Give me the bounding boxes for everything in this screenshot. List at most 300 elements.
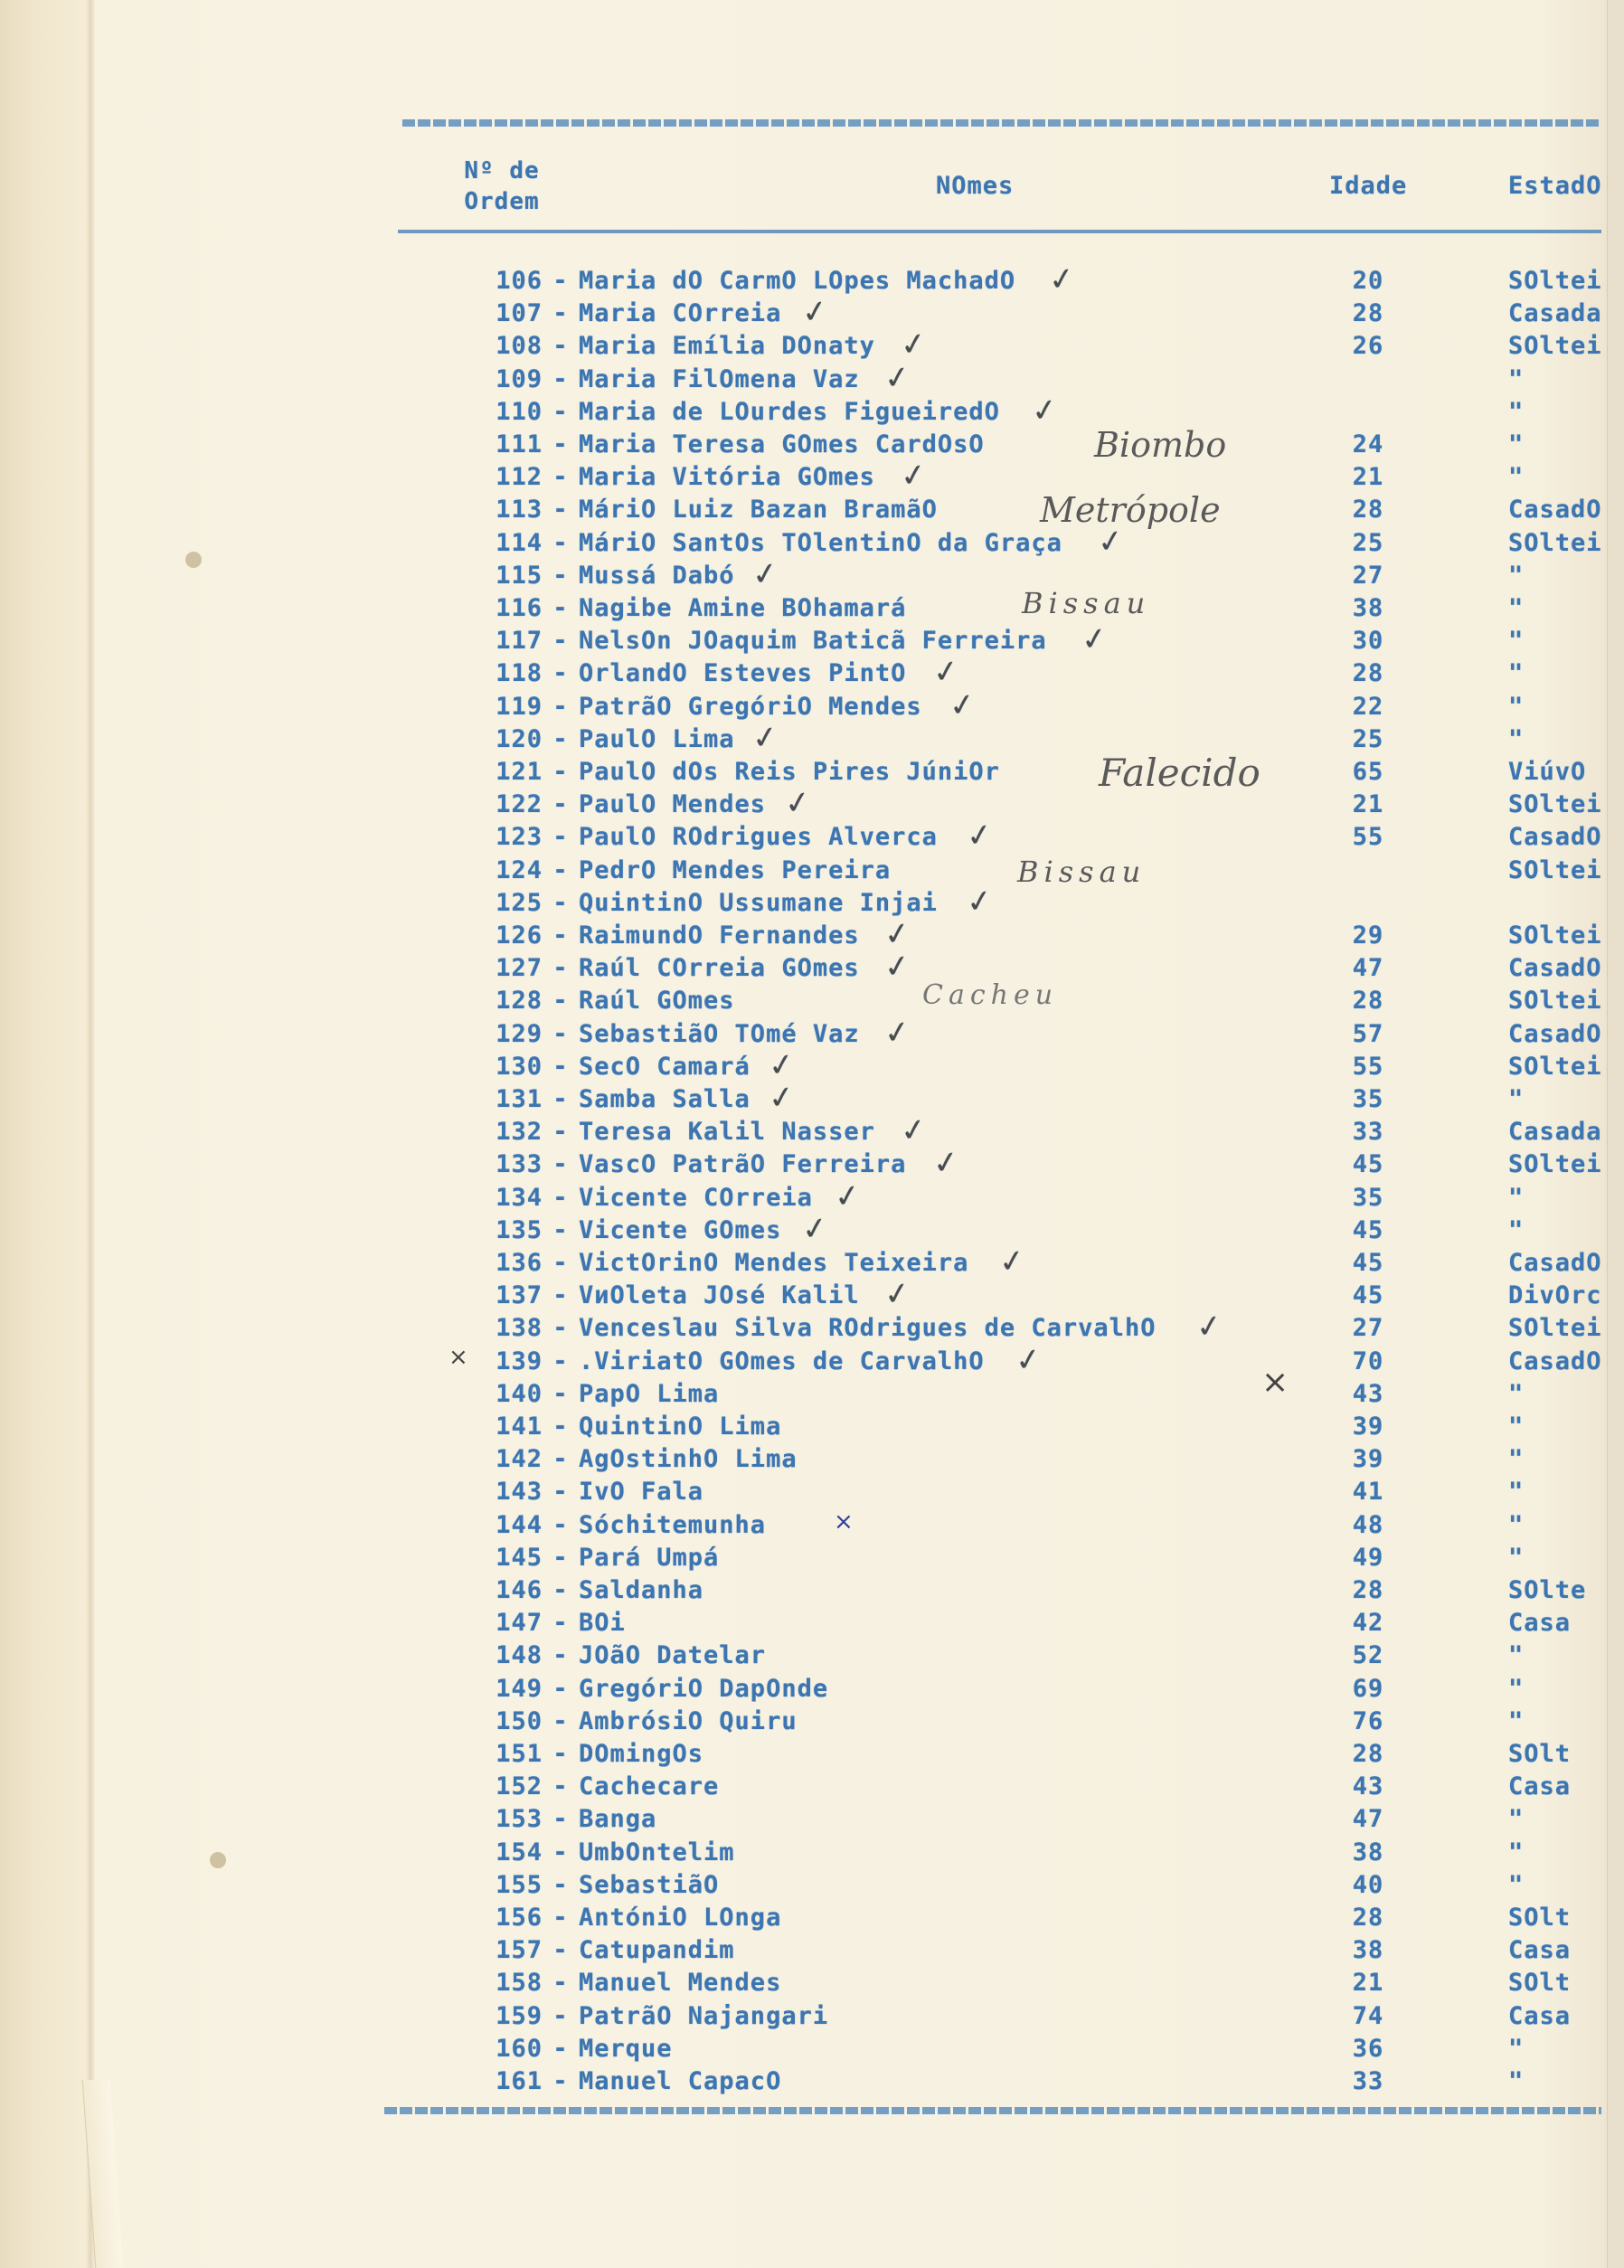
row-name: Mussá Dabó <box>579 561 735 590</box>
table-row <box>0 1307 1624 1347</box>
row-name: SebastiãO TOmé Vaz <box>579 1019 860 1048</box>
row-number: 131 <box>496 1085 543 1113</box>
table-row <box>0 1208 1624 1249</box>
row-dash: - <box>552 1118 569 1147</box>
row-age: 47 <box>1352 954 1384 983</box>
row-name: PedrO Mendes Pereira <box>579 855 892 884</box>
row-age: 27 <box>1352 561 1384 590</box>
row-name: Teresa Kalil Nasser <box>579 1118 875 1147</box>
check-mark-icon: ✓ <box>750 553 782 594</box>
row-dash: - <box>552 430 569 458</box>
row-marital-state: " <box>1508 1510 1525 1539</box>
row-number: 145 <box>496 1543 543 1572</box>
check-mark-icon: ✓ <box>1013 1339 1045 1380</box>
row-number: 147 <box>496 1609 543 1638</box>
row-marital-state: " <box>1508 1085 1525 1113</box>
row-number: 133 <box>496 1150 543 1179</box>
row-name: .ViriatO GOmes de CarvalhO <box>579 1347 985 1375</box>
row-dash: - <box>552 659 569 688</box>
row-marital-state: " <box>1508 1870 1525 1899</box>
row-name: NelsOn JOaquim Baticã Ferreira <box>579 627 1047 656</box>
row-marital-state: SOlt <box>1508 1904 1572 1932</box>
row-number: 155 <box>496 1870 543 1899</box>
row-name: Maria Vitória GOmes <box>579 463 875 492</box>
table-row <box>0 1143 1624 1184</box>
row-marital-state: SOltei <box>1508 855 1602 884</box>
row-age: 28 <box>1352 987 1384 1016</box>
row-number: 159 <box>496 2001 543 2030</box>
row-number: 127 <box>496 954 543 983</box>
table-row <box>0 430 1624 463</box>
row-dash: - <box>552 758 569 786</box>
row-age: 28 <box>1352 299 1384 328</box>
row-dash: - <box>552 594 569 622</box>
row-marital-state: SOltei <box>1508 332 1602 361</box>
row-marital-state: SOltei <box>1508 790 1602 819</box>
row-age: 70 <box>1352 1347 1384 1375</box>
column-header-age: Idade <box>1329 172 1408 200</box>
row-name: QuintinO Lima <box>579 1413 782 1441</box>
row-dash: - <box>552 823 569 852</box>
row-marital-state: SOltei <box>1508 1052 1602 1081</box>
row-number: 115 <box>496 561 543 590</box>
table-row <box>0 1805 1624 1838</box>
row-number: 135 <box>496 1215 543 1244</box>
table-row <box>0 1740 1624 1772</box>
row-name: Maria COrreia <box>579 299 782 328</box>
row-name: Maria Teresa GOmes CardOsO <box>579 430 985 458</box>
row-number: 122 <box>496 790 543 819</box>
row-dash: - <box>552 528 569 557</box>
row-name: Raúl COrreia GOmes <box>579 954 860 983</box>
table-row <box>0 1904 1624 1936</box>
check-mark-icon: ✓ <box>947 685 979 725</box>
row-age: 55 <box>1352 823 1384 852</box>
row-number: 156 <box>496 1904 543 1932</box>
top-dashed-rule <box>402 119 1601 127</box>
row-number: 139 <box>496 1347 543 1375</box>
row-marital-state: " <box>1508 1445 1525 1474</box>
row-name: Raúl GOmes <box>579 987 735 1016</box>
table-row <box>0 1641 1624 1674</box>
row-name: AmbrósiO Quiru <box>579 1706 798 1735</box>
column-header-state: EstadO <box>1508 172 1602 200</box>
row-dash: - <box>552 267 569 295</box>
row-number: 123 <box>496 823 543 852</box>
check-mark-icon: ✓ <box>1045 260 1078 299</box>
table-row <box>0 1936 1624 1969</box>
row-dash: - <box>552 1379 569 1408</box>
check-mark-icon: ✓ <box>881 357 913 398</box>
column-header-names: NOmes <box>936 172 1015 200</box>
table-row <box>0 947 1624 988</box>
row-marital-state: " <box>1508 1379 1525 1408</box>
row-marital-state: Casa <box>1508 2001 1572 2030</box>
row-marital-state: " <box>1508 1183 1525 1212</box>
row-number: 129 <box>496 1019 543 1048</box>
row-marital-state: Casada <box>1508 1118 1602 1147</box>
check-mark-icon: ✓ <box>1194 1307 1226 1347</box>
row-number: 118 <box>496 659 543 688</box>
table-row <box>0 914 1624 954</box>
row-dash: - <box>552 790 569 819</box>
row-marital-state: " <box>1508 2067 1525 2095</box>
row-number: 154 <box>496 1838 543 1866</box>
table-row <box>0 2002 1624 2035</box>
row-dash: - <box>552 627 569 656</box>
row-dash: - <box>552 2067 569 2095</box>
row-number: 143 <box>496 1478 543 1507</box>
check-mark-icon: ✓ <box>881 914 913 954</box>
row-number: 120 <box>496 724 543 753</box>
row-dash: - <box>552 1543 569 1572</box>
table-row <box>0 652 1624 693</box>
table-row <box>0 1609 1624 1641</box>
row-age: 45 <box>1352 1281 1384 1310</box>
row-dash: - <box>552 1706 569 1735</box>
row-number: 128 <box>496 987 543 1016</box>
row-marital-state: Casa <box>1508 1936 1572 1965</box>
row-marital-state: SOltei <box>1508 1314 1602 1343</box>
row-number: 137 <box>496 1281 543 1310</box>
row-marital-state: CasadO <box>1508 1019 1602 1048</box>
row-dash: - <box>552 397 569 426</box>
row-marital-state: " <box>1508 1706 1525 1735</box>
row-name: Maria FilOmena Vaz <box>579 364 860 393</box>
row-name: SecO Camará <box>579 1052 751 1081</box>
table-row <box>0 456 1624 496</box>
row-dash: - <box>552 692 569 721</box>
column-header-order <box>457 156 547 217</box>
check-mark-icon: ✓ <box>832 1176 864 1216</box>
row-name: IvO Fala <box>579 1478 704 1507</box>
row-marital-state: CasadO <box>1508 1347 1602 1375</box>
row-age: 25 <box>1352 528 1384 557</box>
row-name: Banga <box>579 1805 657 1834</box>
blue-x-mark: × <box>834 1508 854 1536</box>
row-age: 65 <box>1352 758 1384 786</box>
row-dash: - <box>552 1281 569 1310</box>
table-row <box>0 685 1624 725</box>
row-marital-state: SOlte <box>1508 1576 1587 1604</box>
row-marital-state: CasadO <box>1508 823 1602 852</box>
row-dash: - <box>552 1215 569 1244</box>
row-number: 150 <box>496 1706 543 1735</box>
row-marital-state: " <box>1508 430 1525 458</box>
row-number: 116 <box>496 594 543 622</box>
table-row <box>0 1772 1624 1805</box>
table-row <box>0 987 1624 1019</box>
row-marital-state: " <box>1508 1838 1525 1866</box>
row-number: 109 <box>496 364 543 393</box>
row-age: 41 <box>1352 1478 1384 1507</box>
row-dash: - <box>552 2034 569 2063</box>
handwritten-biombo: Biombo <box>1094 425 1227 465</box>
check-mark-icon: ✓ <box>881 1012 913 1053</box>
table-row <box>0 856 1624 889</box>
row-name: Merque <box>579 2034 673 2063</box>
row-age: 36 <box>1352 2034 1384 2063</box>
table-row <box>0 1339 1624 1380</box>
table-row <box>0 1511 1624 1544</box>
row-marital-state: " <box>1508 692 1525 721</box>
row-name: PatrãO Najangari <box>579 2001 829 2030</box>
row-marital-state: " <box>1508 1478 1525 1507</box>
row-age: 69 <box>1352 1674 1384 1703</box>
row-marital-state: " <box>1508 627 1525 656</box>
row-age: 21 <box>1352 1969 1384 1998</box>
check-mark-icon: ✓ <box>750 717 782 758</box>
row-age: 38 <box>1352 1936 1384 1965</box>
table-row <box>0 758 1624 790</box>
table-row <box>0 717 1624 758</box>
row-age: 24 <box>1352 430 1384 458</box>
table-row <box>0 1110 1624 1151</box>
row-dash: - <box>552 1183 569 1212</box>
row-marital-state: Casa <box>1508 1772 1572 1801</box>
row-name: AntóniO LOnga <box>579 1904 782 1932</box>
row-marital-state: " <box>1508 724 1525 753</box>
row-number: 142 <box>496 1445 543 1474</box>
row-marital-state: " <box>1508 2034 1525 2063</box>
row-name: GregóriO DapOnde <box>579 1674 829 1703</box>
check-mark-icon: ✓ <box>898 456 930 496</box>
table-row <box>0 2067 1624 2100</box>
row-marital-state: " <box>1508 364 1525 393</box>
row-number: 136 <box>496 1249 543 1277</box>
row-age: 30 <box>1352 627 1384 656</box>
row-number: 149 <box>496 1674 543 1703</box>
row-age: 45 <box>1352 1249 1384 1277</box>
table-row <box>0 1969 1624 2001</box>
row-number: 152 <box>496 1772 543 1801</box>
row-age: 47 <box>1352 1805 1384 1834</box>
margin-x-mark: × <box>448 1344 468 1371</box>
row-age: 28 <box>1352 496 1384 524</box>
row-number: 157 <box>496 1936 543 1965</box>
row-name: AgOstinhO Lima <box>579 1445 798 1474</box>
row-name: JOãO Datelar <box>579 1641 767 1670</box>
table-row <box>0 1445 1624 1478</box>
row-number: 112 <box>496 463 543 492</box>
row-number: 119 <box>496 692 543 721</box>
row-age: 29 <box>1352 921 1384 950</box>
row-number: 141 <box>496 1413 543 1441</box>
row-number: 125 <box>496 888 543 917</box>
row-age: 20 <box>1352 267 1384 295</box>
row-age: 22 <box>1352 692 1384 721</box>
check-mark-icon: ✓ <box>930 1143 963 1184</box>
row-marital-state: DivOrc <box>1508 1281 1602 1310</box>
row-number: 121 <box>496 758 543 786</box>
row-dash: - <box>552 1445 569 1474</box>
row-dash: - <box>552 496 569 524</box>
row-dash: - <box>552 1969 569 1998</box>
row-number: 111 <box>496 430 543 458</box>
row-name: PapO Lima <box>579 1379 720 1408</box>
column-header-order-line2: Ordem <box>464 188 540 215</box>
row-name: Maria dO CarmO LOpes MachadO <box>579 267 1016 295</box>
row-marital-state: SOlt <box>1508 1740 1572 1768</box>
row-number: 160 <box>496 2034 543 2063</box>
row-age: 21 <box>1352 463 1384 492</box>
table-row <box>0 292 1624 333</box>
row-age: 35 <box>1352 1183 1384 1212</box>
row-name: VascO PatrãO Ferreira <box>579 1150 907 1179</box>
row-age: 25 <box>1352 724 1384 753</box>
check-mark-icon: ✓ <box>963 816 996 856</box>
row-number: 151 <box>496 1740 543 1768</box>
table-row <box>0 496 1624 528</box>
row-age: 39 <box>1352 1413 1384 1441</box>
row-number: 108 <box>496 332 543 361</box>
row-age: 21 <box>1352 790 1384 819</box>
row-marital-state: " <box>1508 1413 1525 1441</box>
row-number: 158 <box>496 1969 543 1998</box>
row-name: QuintinO Ussumane Injai <box>579 888 938 917</box>
row-dash: - <box>552 1805 569 1834</box>
row-name: VиOleta JOsé Kalil <box>579 1281 860 1310</box>
row-number: 148 <box>496 1641 543 1670</box>
row-name: Samba Salla <box>579 1085 751 1113</box>
table-row <box>0 783 1624 824</box>
row-dash: - <box>552 1838 569 1866</box>
row-number: 107 <box>496 299 543 328</box>
table-row <box>0 1478 1624 1510</box>
row-dash: - <box>552 332 569 361</box>
row-name: PatrãO GregóriO Mendes <box>579 692 922 721</box>
row-number: 138 <box>496 1314 543 1343</box>
handwritten-bissau-1: Bissau <box>1022 586 1151 620</box>
row-name: VictOrinO Mendes Teixeira <box>579 1249 969 1277</box>
row-dash: - <box>552 299 569 328</box>
check-mark-icon: ✓ <box>1029 390 1062 430</box>
row-marital-state: " <box>1508 561 1525 590</box>
check-mark-icon: ✓ <box>963 881 996 921</box>
row-name: Maria Emília DOnaty <box>579 332 875 361</box>
row-age: 26 <box>1352 332 1384 361</box>
check-mark-icon: ✓ <box>782 783 815 824</box>
row-age: 35 <box>1352 1085 1384 1113</box>
column-header-order-line1: Nº de <box>464 157 540 184</box>
row-age: 28 <box>1352 1740 1384 1768</box>
row-name: MáriO SantOs TOlentinO da Graça <box>579 528 1062 557</box>
row-marital-state: " <box>1508 594 1525 622</box>
row-number: 106 <box>496 267 543 295</box>
row-dash: - <box>552 364 569 393</box>
row-name: BOi <box>579 1609 626 1638</box>
table-row <box>0 1380 1624 1413</box>
table-row <box>0 1675 1624 1707</box>
row-name: Vicente GOmes <box>579 1215 782 1244</box>
row-age: 45 <box>1352 1215 1384 1244</box>
row-dash: - <box>552 1576 569 1604</box>
handwritten-metropole: Metrópole <box>1040 490 1221 530</box>
row-name: Manuel Mendes <box>579 1969 782 1998</box>
table-row <box>0 1576 1624 1609</box>
row-age: 55 <box>1352 1052 1384 1081</box>
row-number: 134 <box>496 1183 543 1212</box>
row-marital-state: " <box>1508 463 1525 492</box>
row-name: PaulO ROdrigues Alverca <box>579 823 938 852</box>
row-dash: - <box>552 1936 569 1965</box>
row-marital-state: CasadO <box>1508 1249 1602 1277</box>
row-dash: - <box>552 463 569 492</box>
handwritten-falecido: Falecido <box>1099 751 1260 795</box>
pencil-x-mark: × <box>1261 1364 1289 1401</box>
row-name: Vicente COrreia <box>579 1183 813 1212</box>
table-row <box>0 1871 1624 1904</box>
row-age: 49 <box>1352 1543 1384 1572</box>
row-marital-state: SOltei <box>1508 1150 1602 1179</box>
row-marital-state: " <box>1508 1215 1525 1244</box>
row-age: 38 <box>1352 1838 1384 1866</box>
row-marital-state: ViúvO <box>1508 758 1587 786</box>
row-name: PaulO dOs Reis Pires JúniOr <box>579 758 1000 786</box>
check-mark-icon: ✓ <box>1095 521 1128 562</box>
check-mark-icon: ✓ <box>766 1044 798 1085</box>
table-row <box>0 1012 1624 1053</box>
table-row <box>0 325 1624 365</box>
row-age: 39 <box>1352 1445 1384 1474</box>
row-name: Cachecare <box>579 1772 720 1801</box>
row-number: 130 <box>496 1052 543 1081</box>
row-age: 38 <box>1352 594 1384 622</box>
row-marital-state: SOltei <box>1508 987 1602 1016</box>
row-age: 57 <box>1352 1019 1384 1048</box>
check-mark-icon: ✓ <box>766 1078 798 1118</box>
row-number: 144 <box>496 1510 543 1539</box>
row-marital-state: " <box>1508 1674 1525 1703</box>
row-name: DOmingOs <box>579 1740 704 1768</box>
table-row <box>0 816 1624 856</box>
row-marital-state: " <box>1508 1543 1525 1572</box>
row-number: 113 <box>496 496 543 524</box>
table-row <box>0 2035 1624 2067</box>
row-number: 124 <box>496 855 543 884</box>
table-row <box>0 594 1624 627</box>
row-age: 28 <box>1352 659 1384 688</box>
check-mark-icon: ✓ <box>798 1208 831 1249</box>
row-name: Saldanha <box>579 1576 704 1604</box>
table-row <box>0 619 1624 660</box>
row-dash: - <box>552 724 569 753</box>
table-row <box>0 1274 1624 1315</box>
row-dash: - <box>552 1052 569 1081</box>
row-dash: - <box>552 1870 569 1899</box>
row-number: 126 <box>496 921 543 950</box>
row-dash: - <box>552 1772 569 1801</box>
row-marital-state: " <box>1508 397 1525 426</box>
row-age: 43 <box>1352 1772 1384 1801</box>
row-marital-state: CasadO <box>1508 954 1602 983</box>
row-age: 28 <box>1352 1576 1384 1604</box>
row-age: 42 <box>1352 1609 1384 1638</box>
row-dash: - <box>552 2001 569 2030</box>
row-number: 146 <box>496 1576 543 1604</box>
row-dash: - <box>552 1674 569 1703</box>
row-name: Sóchitemunha <box>579 1510 767 1539</box>
row-dash: - <box>552 954 569 983</box>
check-mark-icon: ✓ <box>881 1274 913 1315</box>
row-marital-state: SOltei <box>1508 267 1602 295</box>
row-marital-state: CasadO <box>1508 496 1602 524</box>
row-age: 45 <box>1352 1150 1384 1179</box>
row-dash: - <box>552 1413 569 1441</box>
row-dash: - <box>552 1019 569 1048</box>
row-dash: - <box>552 921 569 950</box>
row-name: OrlandO Esteves PintO <box>579 659 907 688</box>
